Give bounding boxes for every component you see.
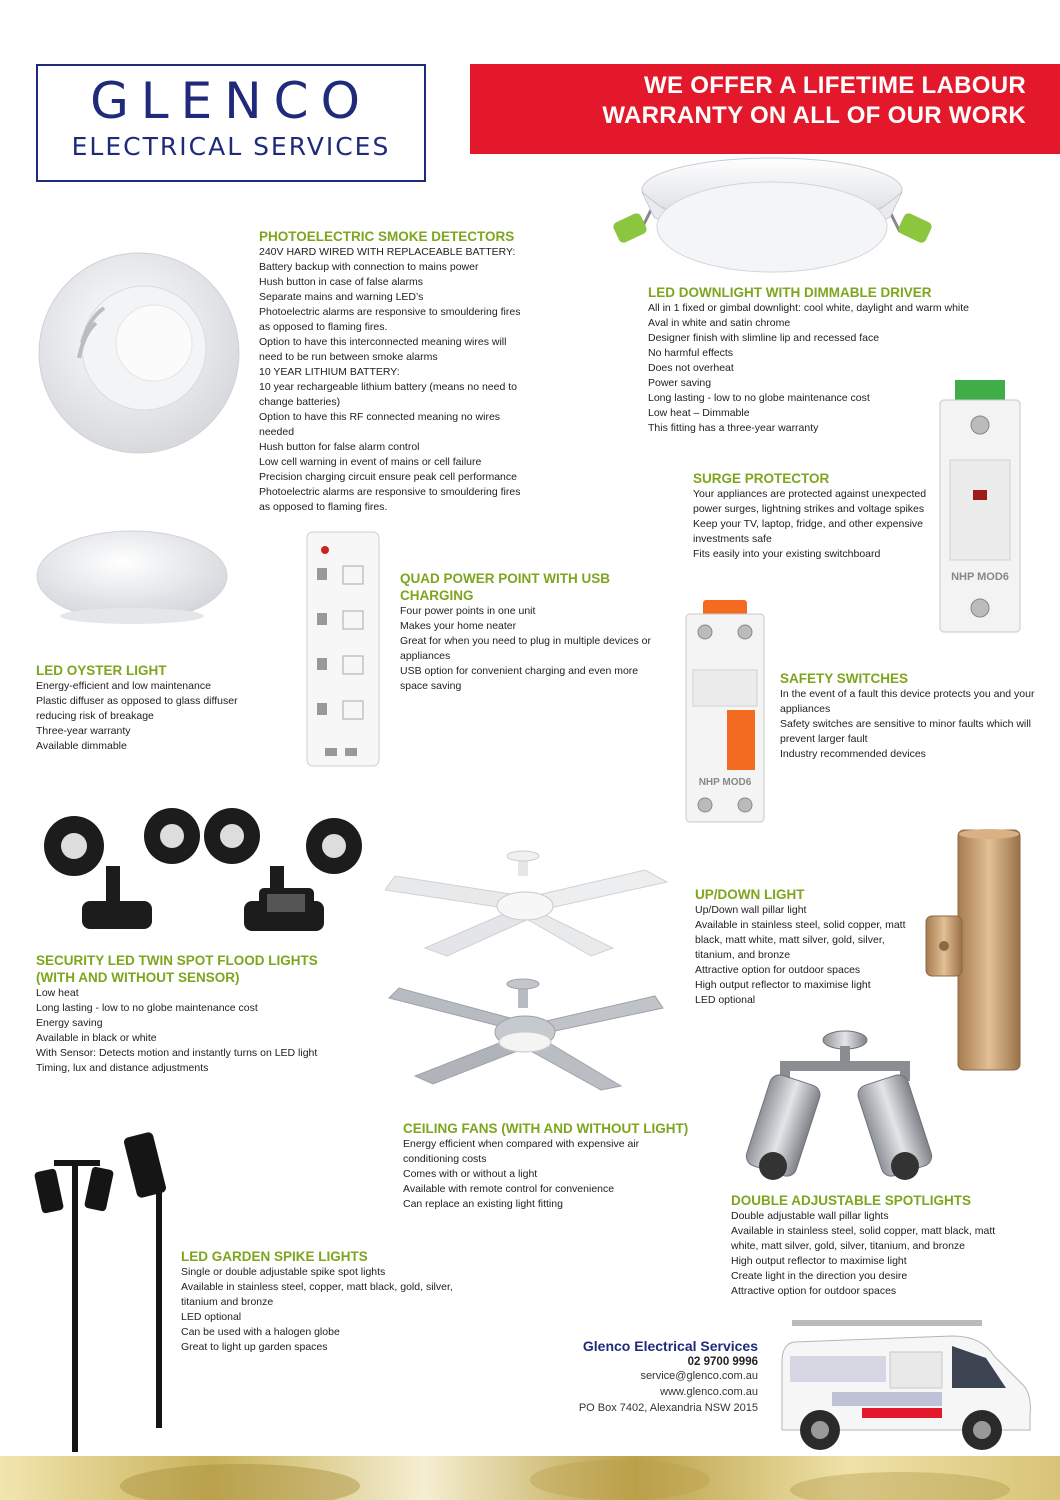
spot-line: Create light in the direction you desire — [731, 1270, 908, 1282]
phone-number[interactable]: 02 9700 9996 — [687, 1356, 758, 1368]
security-line: With Sensor: Detects motion and instantly turns on LED light — [36, 1047, 318, 1059]
fans-line: Energy efficient when compared with expensive air — [403, 1138, 640, 1150]
security-lights-details — [36, 986, 376, 1076]
logo-subtitle: ELECTRICAL SERVICES — [71, 132, 391, 161]
security-line: Available in black or white — [36, 1032, 157, 1044]
surge-line: investments safe — [693, 533, 772, 545]
quad-power-point-title-1: QUAD POWER POINT WITH USB — [400, 571, 610, 586]
downlight-line: Does not overheat — [648, 362, 734, 374]
ceiling-fans-title: CEILING FANS (WITH AND WITHOUT LIGHT) — [403, 1121, 689, 1136]
surge-protector-section — [693, 470, 933, 562]
safety-line: Safety switches are sensitive to minor faults which will — [780, 718, 1031, 730]
company-name: Glenco Electrical Services — [582, 1338, 758, 1354]
downlight-line: No harmful effects — [648, 347, 734, 359]
security-lights-title-1: SECURITY LED TWIN SPOT FLOOD LIGHTS — [36, 953, 318, 968]
ceiling-fans-image — [385, 848, 675, 1098]
updown-line: titanium, and bronze — [695, 949, 791, 961]
garden-line: Great to light up garden spaces — [181, 1341, 328, 1353]
downlight-line: Power saving — [648, 377, 712, 389]
oyster-light-section — [36, 662, 276, 754]
garden-spike-lights-section — [181, 1248, 481, 1355]
smoke-line: Option to have this interconnected meaning wires will — [259, 336, 507, 348]
garden-spike-lights-details — [181, 1265, 481, 1355]
quad-line: Four power points in one unit — [400, 605, 536, 617]
spot-line: High output reflector to maximise light — [731, 1255, 907, 1267]
surge-line: Fits easily into your existing switchboard — [693, 548, 881, 560]
oyster-line: Available dimmable — [36, 740, 127, 752]
surge-protector-details — [693, 487, 933, 562]
smoke-line: Photoelectric alarms are responsive to smouldering fires — [259, 306, 521, 318]
downlight-title: LED DOWNLIGHT WITH DIMMABLE DRIVER — [648, 285, 932, 300]
security-lights-title-2: (WITH AND WITHOUT SENSOR) — [36, 970, 240, 985]
fans-line: Comes with or without a light — [403, 1168, 538, 1180]
ceiling-fans-details — [403, 1137, 703, 1212]
smoke-detectors-title: PHOTOELECTRIC SMOKE DETECTORS — [259, 229, 515, 244]
surge-line: Keep your TV, laptop, fridge, and other expensive — [693, 518, 923, 530]
smoke-line: Separate mains and warning LED’s — [259, 291, 424, 303]
oyster-light-title: LED OYSTER LIGHT — [36, 663, 167, 678]
smoke-line: 10 YEAR LITHIUM BATTERY: — [259, 366, 400, 378]
quad-line: USB option for convenient charging and even more — [400, 665, 639, 677]
safety-line: In the event of a fault this device protects you and your — [780, 688, 1035, 700]
smoke-line: needed — [259, 426, 295, 438]
security-line: Energy saving — [36, 1017, 103, 1029]
surge-protector-title: SURGE PROTECTOR — [693, 471, 830, 486]
oyster-line: Three-year warranty — [36, 725, 131, 737]
smoke-line: change batteries) — [259, 396, 341, 408]
double-spotlights-image — [745, 1026, 945, 1186]
double-spotlights-title: DOUBLE ADJUSTABLE SPOTLIGHTS — [731, 1193, 972, 1208]
smoke-line: Hush button in case of false alarms — [259, 276, 424, 288]
smoke-line: Battery backup with connection to mains power — [259, 261, 479, 273]
safety-switches-section — [780, 670, 1050, 762]
smoke-line: as opposed to flaming fires. — [259, 321, 388, 333]
double-spotlights-details — [731, 1209, 1051, 1299]
downlight-line: Designer finish with slimline lip and recessed face — [648, 332, 880, 344]
double-spotlights-section — [731, 1192, 1051, 1299]
spot-line: Available in stainless steel, solid copper, matt black, matt — [731, 1225, 996, 1237]
updown-line: black, matt white, matt silver, gold, silver, — [695, 934, 885, 946]
surge-line: Your appliances are protected against unexpected — [693, 488, 927, 500]
email-link[interactable]: service@glenco.com.au — [640, 1370, 758, 1382]
smoke-detector-image — [34, 248, 244, 458]
downlight-line: Aval in white and satin chrome — [648, 317, 791, 329]
updown-line: Attractive option for outdoor spaces — [695, 964, 861, 976]
downlight-line: Low heat – Dimmable — [648, 407, 750, 419]
surge-model-label: NHP MOD6 — [951, 571, 1009, 583]
garden-line: Available in stainless steel, copper, matt black, gold, silver, — [181, 1281, 453, 1293]
website-link[interactable]: www.glenco.com.au — [660, 1386, 758, 1398]
garden-line: titanium and bronze — [181, 1296, 274, 1308]
quad-line: space saving — [400, 680, 462, 692]
spot-line: Attractive option for outdoor spaces — [731, 1285, 897, 1297]
security-line: Low heat — [36, 987, 79, 999]
spot-line: white, matt silver, gold, silver, titanium, and bronze — [731, 1240, 966, 1252]
downlight-line: Long lasting - low to no globe maintenance cost — [648, 392, 870, 404]
quad-line: Makes your home neater — [400, 620, 517, 632]
garden-line: LED optional — [181, 1311, 242, 1323]
security-line: Timing, lux and distance adjustments — [36, 1062, 209, 1074]
smoke-line: Hush button for false alarm control — [259, 441, 420, 453]
fans-line: Available with remote control for convenience — [403, 1183, 615, 1195]
safety-switches-title: SAFETY SWITCHES — [780, 671, 909, 686]
smoke-line: 10 year rechargeable lithium battery (means no need to — [259, 381, 517, 393]
banner-line-1: WE OFFER A LIFETIME LABOUR — [644, 72, 1026, 99]
fans-line: conditioning costs — [403, 1153, 487, 1165]
smoke-line: as opposed to flaming fires. — [259, 501, 388, 513]
logo-wordmark: GLENCO — [90, 72, 372, 130]
downlight-line: All in 1 fixed or gimbal downlight: cool white, daylight and warm white — [648, 302, 969, 314]
postal-address: PO Box 7402, Alexandria NSW 2015 — [578, 1402, 758, 1414]
decorative-bottom-strip — [0, 1456, 1060, 1500]
oyster-light-image — [34, 528, 234, 628]
smoke-line: Photoelectric alarms are responsive to smouldering fires — [259, 486, 521, 498]
led-downlight-image — [600, 132, 950, 292]
downlight-line: This fitting has a three-year warranty — [648, 422, 819, 434]
oyster-line: reducing risk of breakage — [36, 710, 154, 722]
service-van-image — [772, 1312, 1037, 1452]
updown-line: LED optional — [695, 994, 756, 1006]
up-down-light-title: UP/DOWN LIGHT — [695, 887, 805, 902]
oyster-light-details — [36, 679, 276, 754]
quad-power-point-title-2: CHARGING — [400, 588, 474, 603]
fans-line: Can replace an existing light fitting — [403, 1198, 563, 1210]
smoke-detectors-section — [259, 228, 559, 515]
security-line: Long lasting - low to no globe maintenance cost — [36, 1002, 258, 1014]
company-logo — [36, 64, 426, 182]
oyster-line: Plastic diffuser as opposed to glass diffuser — [36, 695, 238, 707]
banner-line-2: WARRANTY ON ALL OF OUR WORK — [602, 102, 1026, 129]
safety-line: Industry recommended devices — [780, 748, 926, 760]
garden-spike-lights-title: LED GARDEN SPIKE LIGHTS — [181, 1249, 368, 1264]
smoke-line: 240V HARD WIRED WITH REPLACEABLE BATTERY: — [259, 246, 516, 258]
spot-line: Double adjustable wall pillar lights — [731, 1210, 889, 1222]
quad-power-point-image — [303, 528, 383, 768]
quad-line: appliances — [400, 650, 451, 662]
garden-line: Can be used with a halogen globe — [181, 1326, 340, 1338]
updown-line: Up/Down wall pillar light — [695, 904, 807, 916]
safety-model-label: NHP MOD6 — [698, 777, 752, 788]
quad-power-point-details — [400, 604, 660, 694]
safety-line: appliances — [780, 703, 831, 715]
smoke-detectors-details — [259, 245, 559, 515]
safety-switches-details — [780, 687, 1050, 762]
garden-spike-lights-image — [34, 1132, 184, 1460]
garden-line: Single or double adjustable spike spot lights — [181, 1266, 386, 1278]
security-flood-lights-image — [34, 806, 374, 941]
safety-line: prevent larger fault — [780, 733, 868, 745]
quad-line: Great for when you need to plug in multiple devices or — [400, 635, 651, 647]
up-down-light-details — [695, 903, 925, 1008]
surge-line: power surges, lightning strikes and voltage spikes — [693, 503, 925, 515]
ceiling-fans-section — [403, 1120, 703, 1212]
oyster-line: Energy-efficient and low maintenance — [36, 680, 211, 692]
updown-line: Available in stainless steel, solid copper, matt — [695, 919, 906, 931]
smoke-line: Option to have this RF connected meaning no wires — [259, 411, 501, 423]
contact-block — [520, 1338, 758, 1416]
security-lights-section — [36, 952, 376, 1076]
up-down-light-section — [695, 886, 925, 1008]
surge-protector-image — [935, 380, 1025, 640]
smoke-line: need to be run between smoke alarms — [259, 351, 438, 363]
safety-switch-image — [683, 600, 768, 825]
updown-line: High output reflector to maximise light — [695, 979, 871, 991]
smoke-line: Low cell warning in event of mains or cell failure — [259, 456, 482, 468]
smoke-line: Precision charging circuit ensure peak cell performance — [259, 471, 517, 483]
quad-power-point-section — [400, 570, 660, 694]
